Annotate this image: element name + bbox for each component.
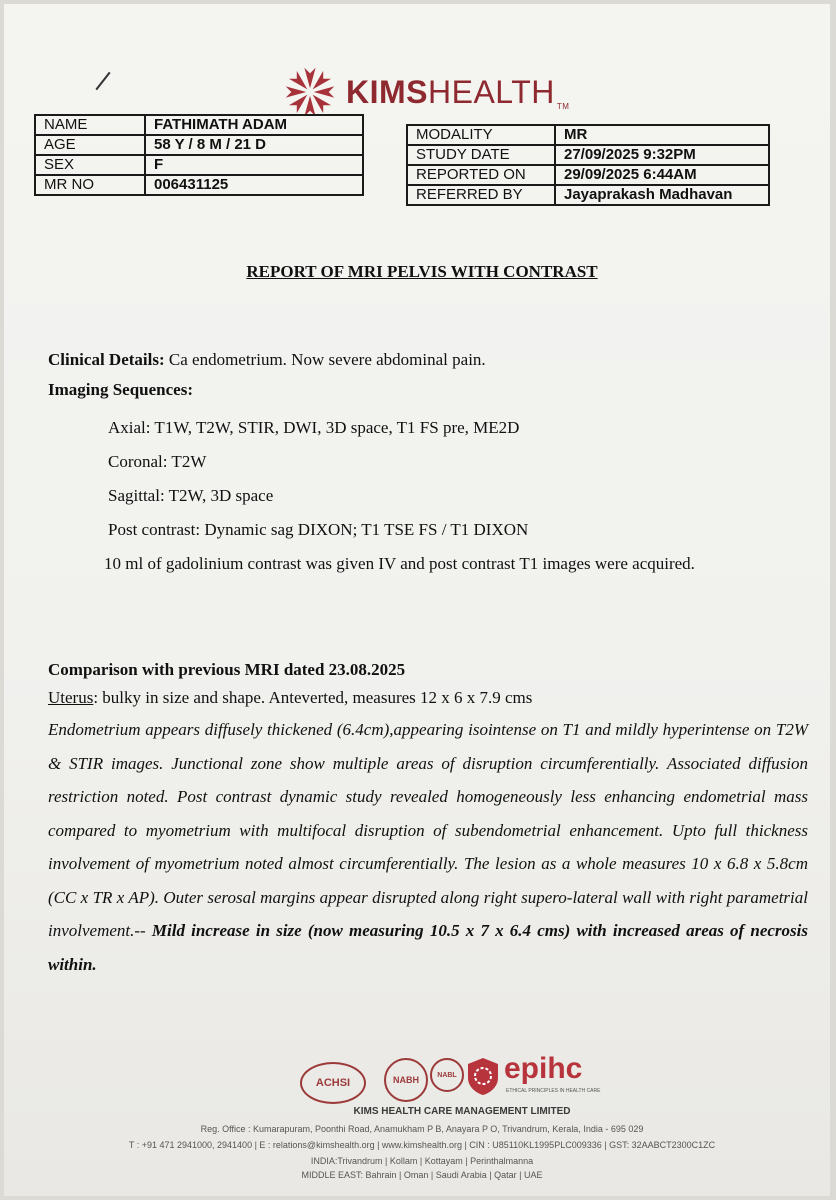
contact-details: T : +91 471 2941000, 2941400 | E : relations@kimshealth.org | www.kimshealth.org | CIN : U85110KL1995PLC009336 | GST: 32AABCT2300C1ZC bbox=[128, 1140, 716, 1150]
middle-east-locations: MIDDLE EAST: Bahrain | Oman | Saudi Arabia | Qatar | UAE bbox=[301, 1170, 543, 1180]
india-locations: INDIA:Trivandrum | Kollam | Kottayam | Perinthalmanna bbox=[310, 1156, 534, 1166]
study-info-table bbox=[406, 124, 770, 206]
company-name: KIMS HEALTH CARE MANAGEMENT LIMITED bbox=[353, 1106, 571, 1117]
contrast-note: 10 ml of gadolinium contrast was given IV and post contrast T1 images were acquired. bbox=[104, 554, 695, 573]
patient-info-table bbox=[34, 114, 364, 196]
comparison-heading: Comparison with previous MRI dated 23.08.2025 bbox=[48, 660, 406, 679]
sequence-item: Sagittal: T2W, 3D space bbox=[108, 486, 274, 505]
study-row: REPORTED ON 29/09/2025 6:44AM bbox=[407, 165, 769, 185]
report-page bbox=[4, 4, 830, 1196]
patient-row: MR NO 006431125 bbox=[35, 175, 363, 195]
kims-logo bbox=[282, 64, 569, 120]
clinical-details: Clinical Details: Ca endometrium. Now severe abdominal pain. bbox=[48, 350, 486, 369]
registered-address: Reg. Office : Kumarapuram, Poonthi Road, Anamukham P B, Anayara P O, Trivandrum, Kerala, India - 695 029 bbox=[200, 1124, 644, 1134]
epihc-logo-text: epihc bbox=[504, 1052, 583, 1085]
patient-row: NAME FATHIMATH ADAM bbox=[35, 115, 363, 135]
patient-row: AGE 58 Y / 8 M / 21 D bbox=[35, 135, 363, 155]
report-body bbox=[48, 348, 808, 581]
comparison-section bbox=[48, 658, 808, 981]
achsi-badge: ACHSI bbox=[300, 1062, 366, 1104]
brand-name: KIMSHEALTH TM bbox=[346, 73, 570, 111]
study-row: REFERRED BY Jayaprakash Madhavan bbox=[407, 185, 769, 205]
epihc-tagline: ETHICAL PRINCIPLES IN HEALTH CARE bbox=[506, 1088, 601, 1094]
patient-row: SEX F bbox=[35, 155, 363, 175]
imaging-sequences-heading: Imaging Sequences: bbox=[48, 380, 193, 399]
sequence-list bbox=[48, 411, 808, 547]
sequence-item: Axial: T1W, T2W, STIR, DWI, 3D space, T1 FS pre, ME2D bbox=[108, 418, 520, 437]
nabh-badge: NABH bbox=[384, 1058, 428, 1102]
report-title: REPORT OF MRI PELVIS WITH CONTRAST bbox=[246, 262, 598, 281]
sequence-item: Coronal: T2W bbox=[108, 452, 207, 471]
sequence-item: Post contrast: Dynamic sag DIXON; T1 TSE FS / T1 DIXON bbox=[108, 520, 529, 539]
pen-mark bbox=[95, 72, 110, 91]
study-row: STUDY DATE 27/09/2025 9:32PM bbox=[407, 145, 769, 165]
findings-paragraph: Endometrium appears diffusely thickened (6.4cm),appearing isointense on T1 and mildly hyperintense on T2W & STIR images. Junctional zone show multiple areas of disruption circumferentially. Associated diffusion restriction noted. Post contrast dynamic study revealed homogeneously less enhancing endometrial mass compared to myometrium with multifocal disruption of subendometrial enhancement. Upto full thickness involvement of myometrium noted almost circumferentially. The lesion as a whole measures 10 x 6.8 x 5.8cm (CC x TR x AP). Outer serosal margins appear disrupted along right supero-lateral wall with right parametrial involvement.-- Mild increase in size (now measuring 10.5 x 7 x 6.4 cms) with increased areas of necrosis within. bbox=[48, 720, 808, 974]
uterus-line: Uterus: bulky in size and shape. Anteverted, measures 12 x 6 x 7.9 cms bbox=[48, 688, 533, 707]
nabl-badge: NABL bbox=[430, 1058, 464, 1092]
study-row: MODALITY MR bbox=[407, 125, 769, 145]
kims-flower-icon bbox=[282, 64, 338, 120]
epihc-shield-icon bbox=[466, 1056, 500, 1096]
